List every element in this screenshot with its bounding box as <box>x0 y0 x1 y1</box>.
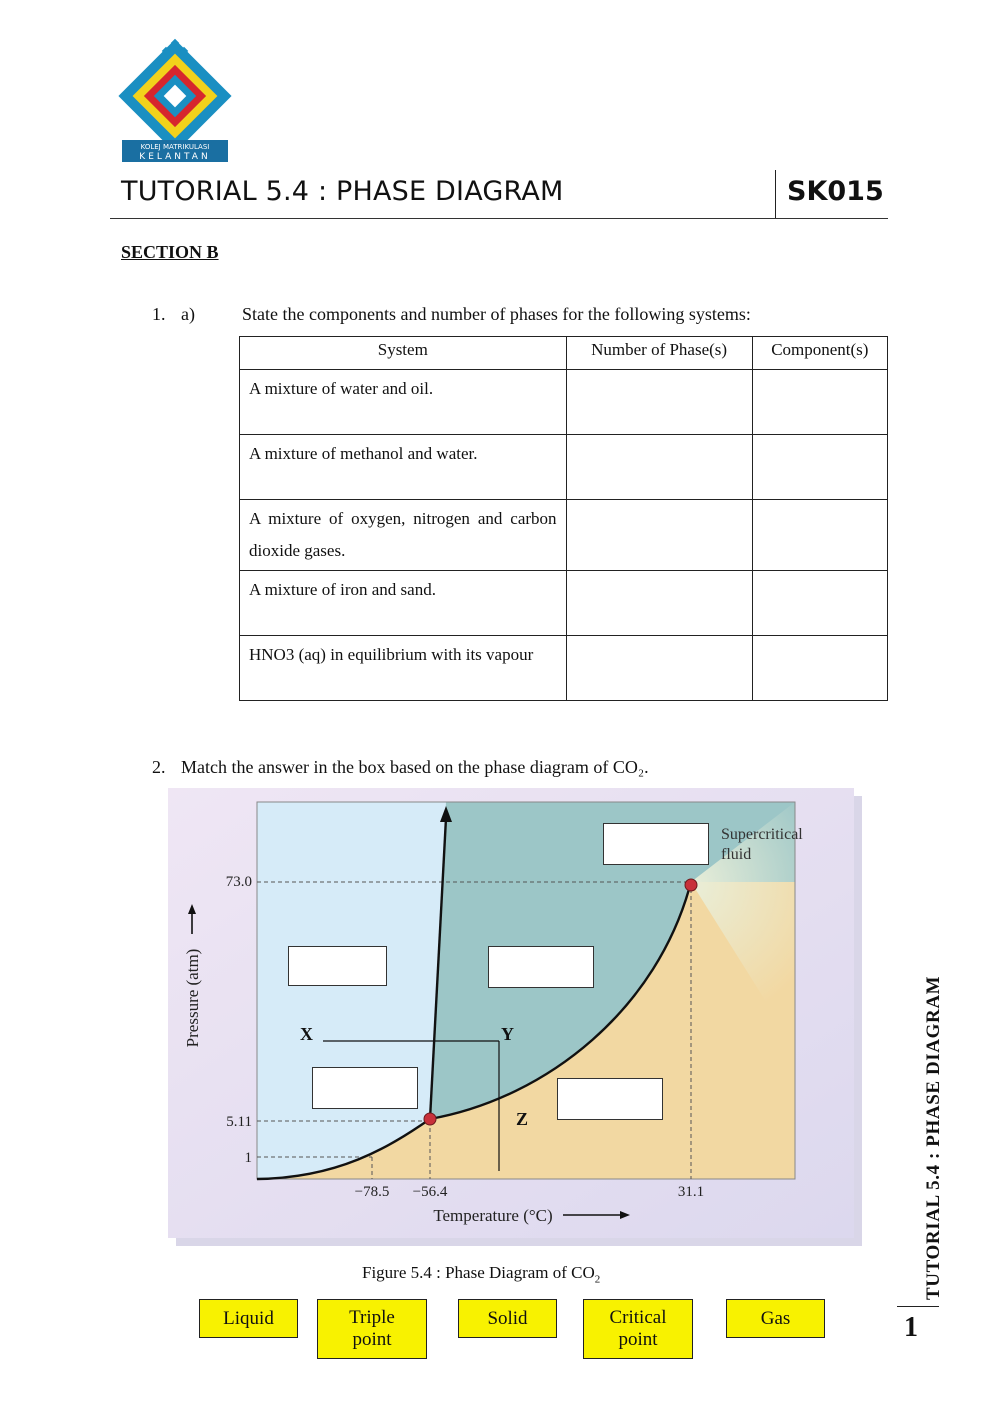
system-cell: A mixture of iron and sand. <box>240 571 567 636</box>
chip-label-line-2: point <box>618 1329 658 1350</box>
x-tick-31-1: 31.1 <box>677 1184 705 1200</box>
college-logo <box>118 36 232 162</box>
systems-table <box>239 336 888 701</box>
side-running-title: TUTORIAL 5.4 : PHASE DIAGRAM <box>923 975 944 1300</box>
table-header-row <box>240 337 888 370</box>
chip-label-line-1: Triple <box>349 1307 395 1328</box>
question-2-text: Match the answer in the box based on the phase diagram of CO₂. <box>181 757 649 777</box>
y-tick-73: 73.0 <box>225 874 252 890</box>
phases-answer-cell[interactable] <box>566 435 752 500</box>
page-title: TUTORIAL 5.4 : PHASE DIAGRAM <box>121 176 564 207</box>
triple-point-marker <box>424 1113 436 1125</box>
solid-region-answer-box[interactable] <box>288 946 387 986</box>
table-row <box>240 370 888 435</box>
point-y-label: Y <box>501 1024 514 1044</box>
page-number: 1 <box>904 1312 918 1343</box>
phases-answer-cell[interactable] <box>566 636 752 701</box>
x-axis-label: Temperature (°C) <box>433 1206 553 1225</box>
table-row <box>240 435 888 500</box>
supercritical-answer-box[interactable] <box>603 823 709 865</box>
y-tick-5-11: 5.11 <box>226 1114 252 1130</box>
header-phases: Number of Phase(s) <box>566 337 752 370</box>
system-cell: A mixture of oxygen, nitrogen and carbon dioxide gases. <box>240 500 567 571</box>
system-cell: A mixture of methanol and water. <box>240 435 567 500</box>
phase-diagram <box>168 788 862 1246</box>
table-row <box>240 636 888 701</box>
supercritical-label-2: fluid <box>721 846 752 863</box>
components-answer-cell[interactable] <box>752 500 887 571</box>
logo-line-2: KELANTAN <box>139 152 211 162</box>
system-cell: HNO3 (aq) in equilibrium with its vapour <box>240 636 567 701</box>
y-tick-1: 1 <box>244 1150 252 1166</box>
phases-answer-cell[interactable] <box>566 370 752 435</box>
phases-answer-cell[interactable] <box>566 500 752 571</box>
question-1-text: State the components and number of phases for the following systems: <box>242 304 751 324</box>
triple-point-answer-box[interactable] <box>312 1067 418 1109</box>
liquid-region-answer-box[interactable] <box>488 946 594 988</box>
chip-label: Solid <box>487 1307 528 1329</box>
chip-label-line-1: Critical <box>609 1307 667 1328</box>
caption-text: Figure 5.4 : Phase Diagram of CO <box>362 1263 595 1282</box>
components-answer-cell[interactable] <box>752 571 887 636</box>
system-cell: A mixture of water and oil. <box>240 370 567 435</box>
components-answer-cell[interactable] <box>752 435 887 500</box>
answer-chip-liquid[interactable] <box>199 1299 298 1338</box>
components-answer-cell[interactable] <box>752 636 887 701</box>
supercritical-label-1: Supercritical <box>721 826 803 843</box>
answer-chip-solid[interactable] <box>458 1299 557 1338</box>
caption-subscript: 2 <box>594 1273 601 1286</box>
question-1-part: a) <box>181 304 195 324</box>
header-components: Component(s) <box>752 337 887 370</box>
chip-label: Liquid <box>223 1307 274 1329</box>
logo-line-1: KOLEJ MATRIKULASI <box>140 143 210 151</box>
table-row <box>240 571 888 636</box>
chip-label: Gas <box>760 1307 791 1329</box>
point-z-label: Z <box>516 1109 529 1129</box>
page-number-rule <box>897 1306 939 1307</box>
x-tick-minus-56-4: −56.4 <box>412 1184 448 1200</box>
answer-chip-critical-point[interactable] <box>583 1299 693 1359</box>
figure-caption <box>362 1263 600 1285</box>
chip-label-line-2: point <box>352 1329 392 1350</box>
x-tick-minus-78-5: −78.5 <box>354 1184 390 1200</box>
question-1-number: 1. <box>152 304 166 324</box>
y-axis-label: Pressure (atm) <box>183 948 202 1048</box>
answer-chip-triple-point[interactable] <box>317 1299 427 1359</box>
course-code: SK015 <box>787 176 884 207</box>
gas-region-answer-box[interactable] <box>557 1078 663 1120</box>
header-rule <box>110 218 888 219</box>
critical-point-marker <box>685 879 697 891</box>
header-system: System <box>240 337 567 370</box>
section-heading: SECTION B <box>121 242 219 262</box>
answer-chip-gas[interactable] <box>726 1299 825 1338</box>
components-answer-cell[interactable] <box>752 370 887 435</box>
table-row <box>240 500 888 571</box>
phases-answer-cell[interactable] <box>566 571 752 636</box>
point-x-label: X <box>300 1024 313 1044</box>
question-2-number: 2. <box>152 757 166 777</box>
header-divider <box>775 170 776 218</box>
